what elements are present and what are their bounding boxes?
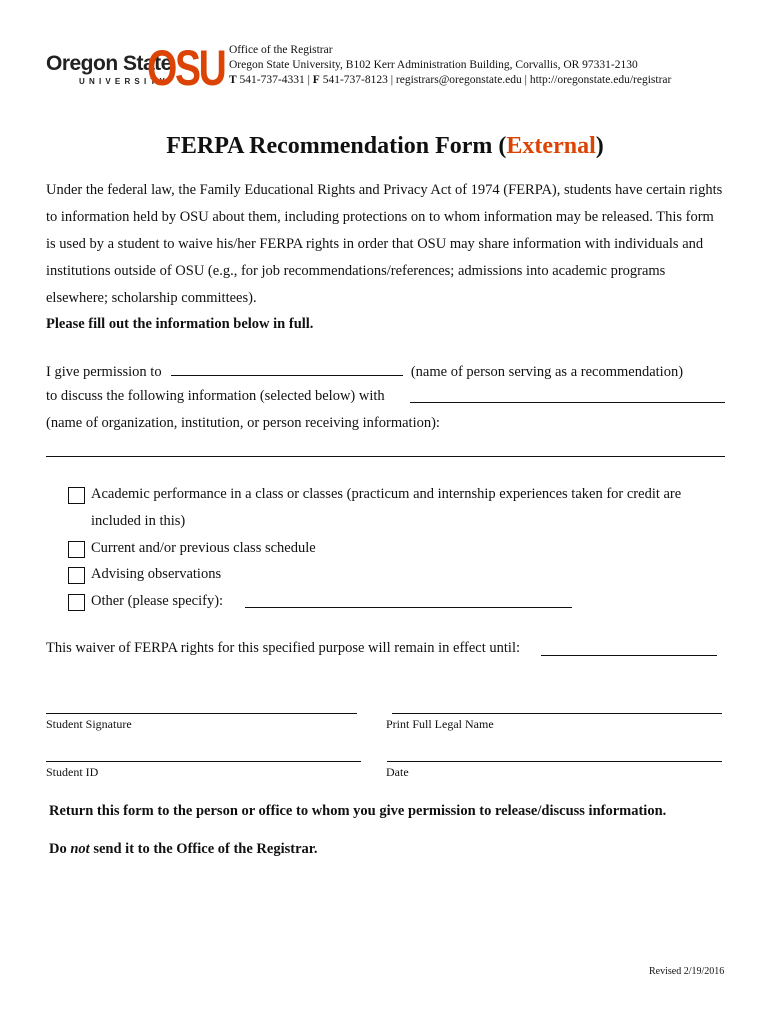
other-checkbox[interactable] bbox=[68, 594, 85, 611]
fax: 541-737-8123 bbox=[322, 74, 388, 86]
return-note: Return this form to the person or office to whom you give permission to release/discuss information. bbox=[49, 803, 667, 819]
waiver-end-date-field[interactable] bbox=[541, 655, 717, 656]
print-name-label: Print Full Legal Name bbox=[386, 717, 494, 731]
recipient-name-field[interactable] bbox=[410, 402, 725, 403]
instruction-text: Please fill out the information below in full. bbox=[46, 316, 314, 332]
option-advising-label: Advising observations bbox=[91, 566, 222, 582]
permission-line: I give permission to (name of person serving as a recommendation) bbox=[46, 361, 683, 381]
option-academic-label-cont: included in this) bbox=[91, 513, 186, 529]
class-schedule-checkbox[interactable] bbox=[68, 541, 85, 558]
office-contact: T 541-737-4331 | F 541-737-8123 | registrars@oregonstate.edu | http://oregonstate.edu/registrar bbox=[229, 74, 672, 86]
phone: 541-737-4331 bbox=[239, 74, 305, 86]
date-label: Date bbox=[386, 765, 409, 779]
waiver-label: This waiver of FERPA rights for this specified purpose will remain in effect until: bbox=[46, 640, 520, 656]
osu-mark: OSU bbox=[147, 40, 225, 96]
logo-name-line2: UNIVERSITY bbox=[79, 77, 170, 86]
student-signature-field[interactable] bbox=[46, 713, 357, 714]
discuss-line: to discuss the following information (selected below) with bbox=[46, 388, 385, 404]
recipient-org-field[interactable] bbox=[46, 456, 725, 457]
org-label: (name of organization, institution, or person receiving information): bbox=[46, 415, 440, 431]
academic-performance-checkbox[interactable] bbox=[68, 487, 85, 504]
email-link[interactable]: registrars@oregonstate.edu bbox=[395, 74, 522, 86]
title-accent: External bbox=[506, 133, 596, 159]
office-address: Oregon State University, B102 Kerr Administration Building, Corvallis, OR 97331-2130 bbox=[229, 59, 638, 71]
intro-paragraph: Under the federal law, the Family Educational Rights and Privacy Act of 1974 (FERPA), students have certain rights to information held by OSU about them, including protections on to whom information may be released. This form is used by a student to waive his/her FERPA rights in order that OSU may share information with individuals and institutions outside of OSU (e.g., for job recommendations/references; admissions into academic programs elsewhere; scholarship committees). bbox=[46, 182, 723, 306]
student-id-label: Student ID bbox=[46, 765, 99, 779]
advising-checkbox[interactable] bbox=[68, 567, 85, 584]
student-id-field[interactable] bbox=[46, 761, 361, 762]
osu-logo bbox=[46, 38, 225, 100]
option-schedule-label: Current and/or previous class schedule bbox=[91, 540, 316, 556]
page-title: FERPA Recommendation Form (External) bbox=[166, 133, 604, 159]
do-not-send-note: Do not send it to the Office of the Registrar. bbox=[49, 841, 318, 857]
office-name: Office of the Registrar bbox=[229, 44, 333, 56]
other-specify-field[interactable] bbox=[245, 607, 572, 608]
logo-name-line1: Oregon State bbox=[46, 52, 172, 75]
website-link[interactable]: http://oregonstate.edu/registrar bbox=[529, 74, 672, 86]
date-field[interactable] bbox=[387, 761, 722, 762]
option-academic-label: Academic performance in a class or classes (practicum and internship experiences taken for credit are bbox=[91, 486, 682, 502]
student-signature-label: Student Signature bbox=[46, 717, 132, 731]
office-address-block bbox=[229, 43, 749, 88]
print-name-field[interactable] bbox=[392, 713, 722, 714]
recommender-name-field[interactable] bbox=[171, 361, 403, 376]
option-other-label: Other (please specify): bbox=[91, 593, 224, 609]
revised-date: Revised 2/19/2016 bbox=[649, 966, 725, 977]
